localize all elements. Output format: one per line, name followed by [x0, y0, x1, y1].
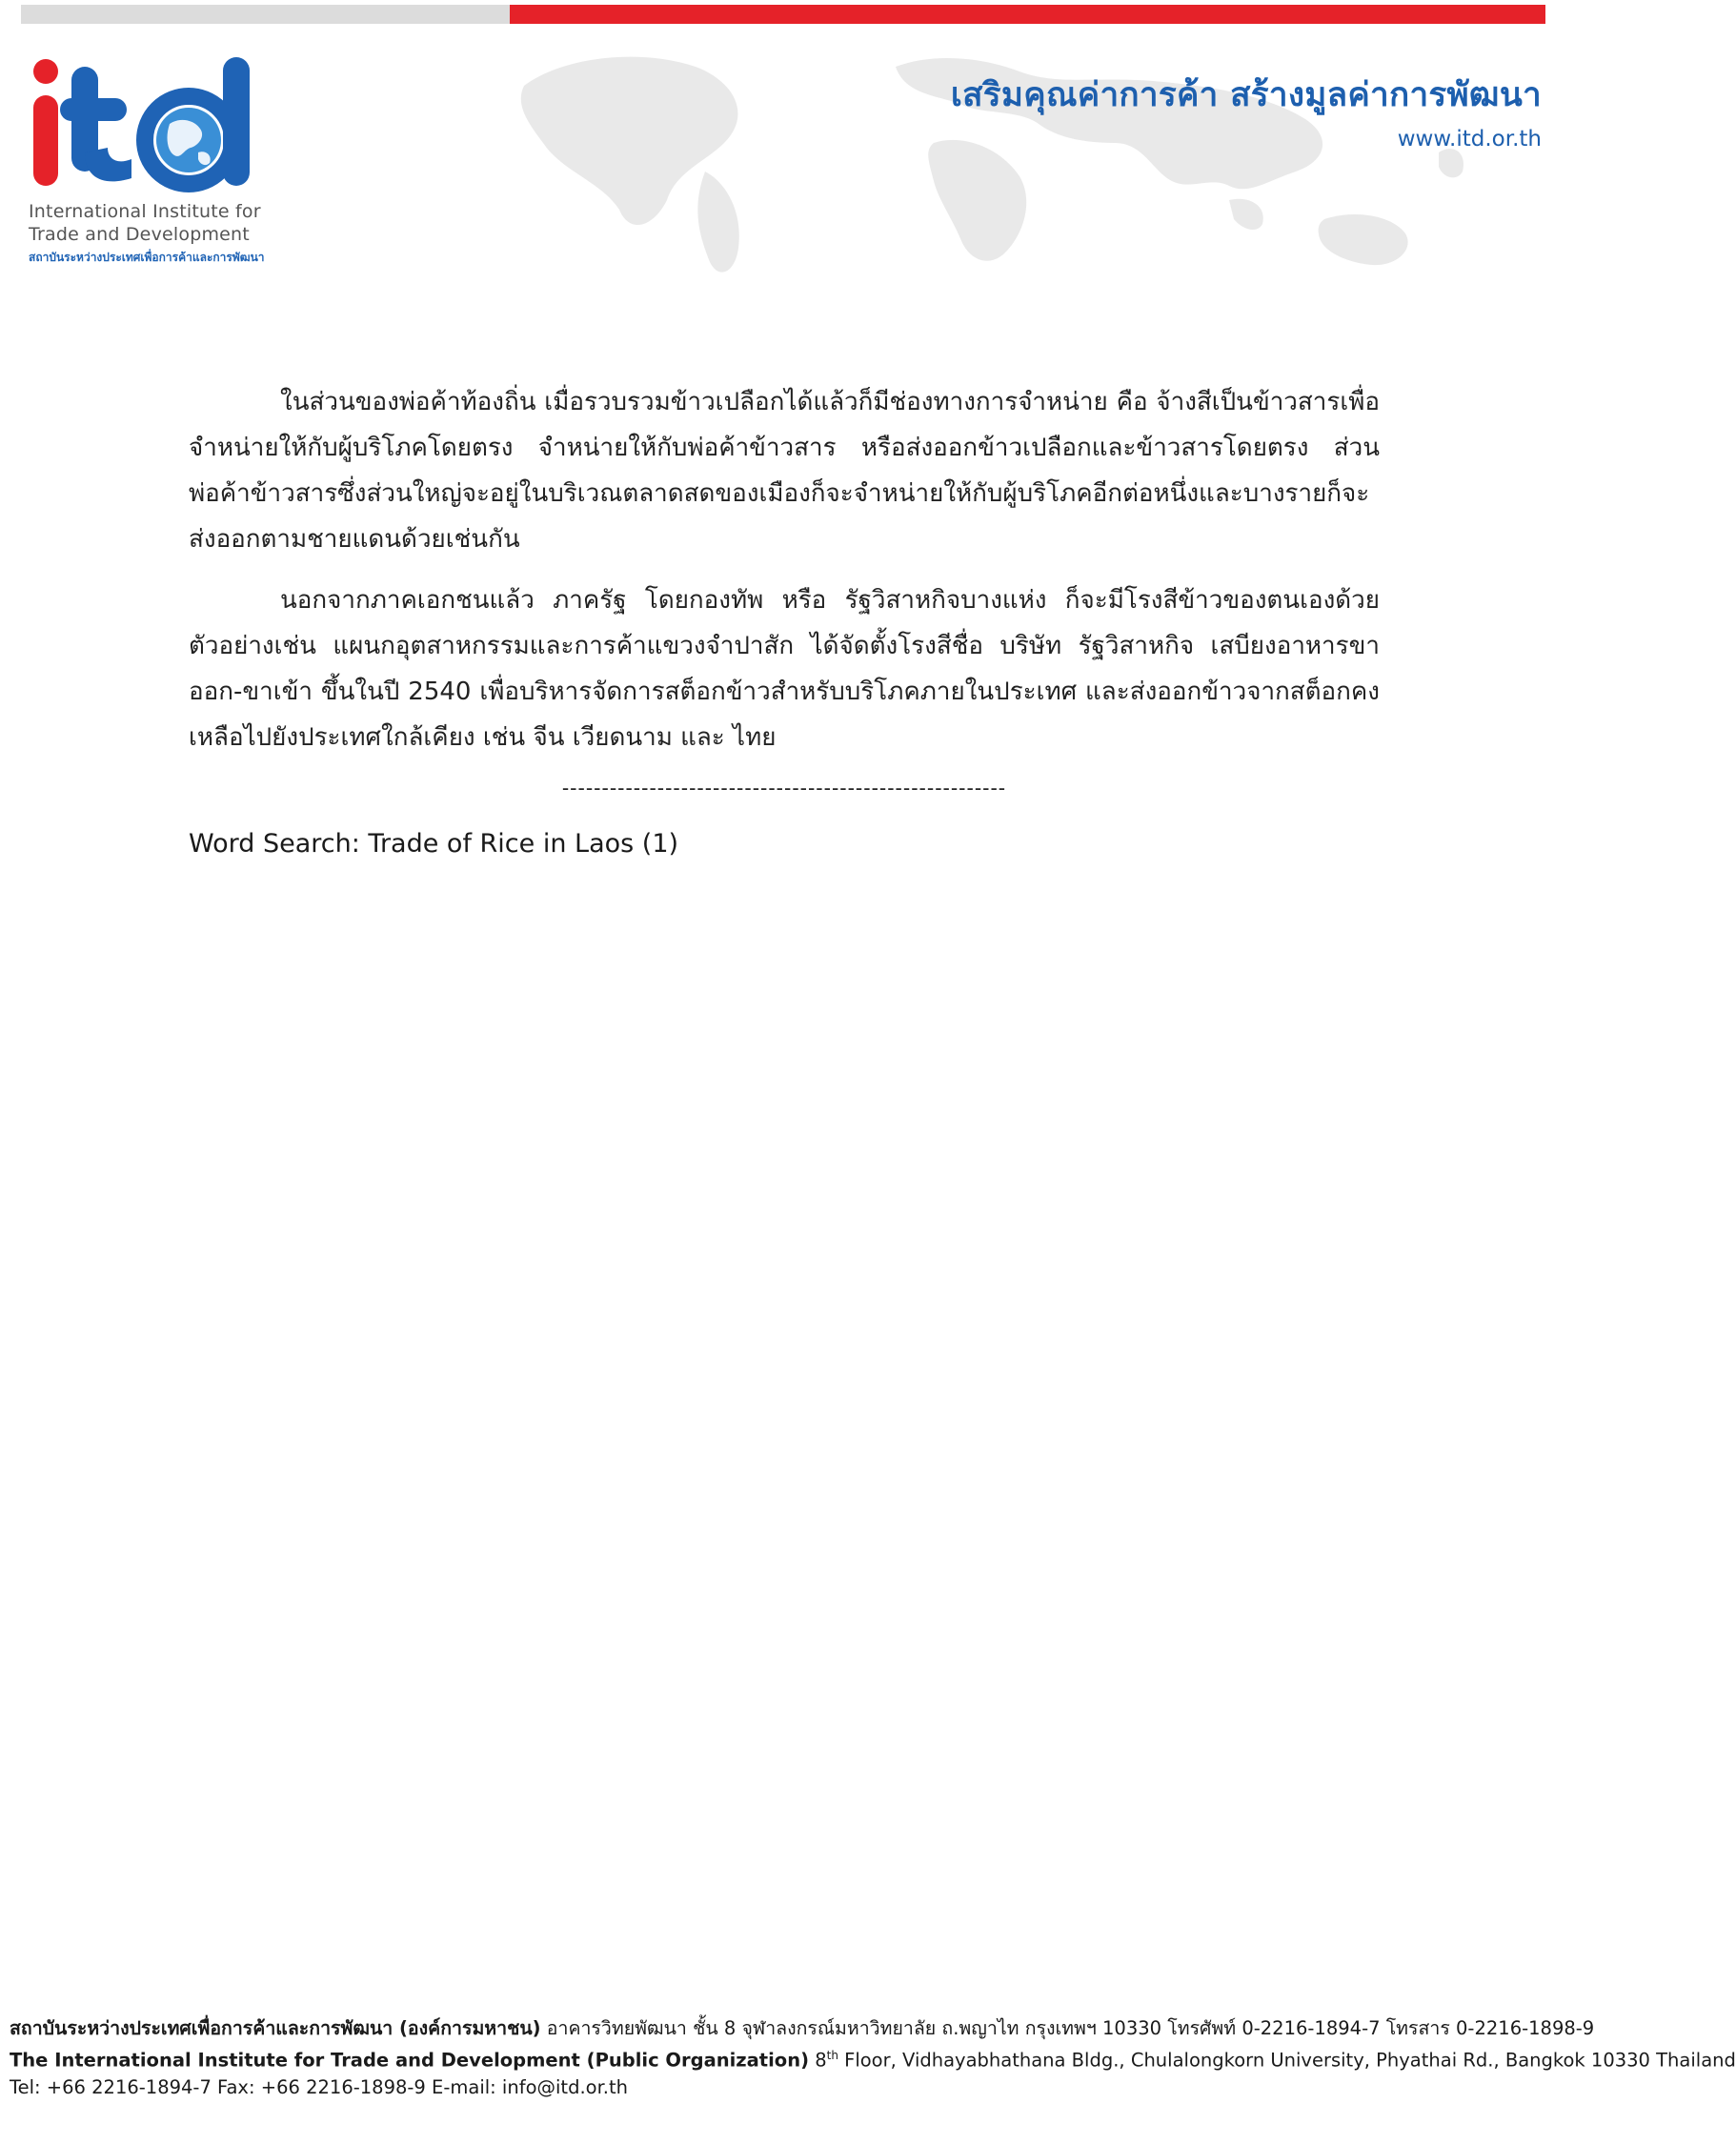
footer-address-english: Floor, Vidhayabhathana Bldg., Chulalongkorn University, Phyathai Rd., Bangkok 10330 Thailand [838, 2049, 1736, 2072]
footer-org-name-english: The International Institute for Trade and Development (Public Organization) [10, 2049, 809, 2072]
header-bar-red [510, 5, 1545, 24]
header-color-bar [21, 5, 1545, 24]
paragraph-1: ในส่วนของพ่อค้าท้องถิ่น เมื่อรวบรวมข้าวเปลือกได้แล้วก็มีช่องทางการจำหน่าย คือ จ้างสีเป็นข้าวสารเพื่อจำหน่ายให้กับผู้บริโภคโดยตรง จำหน่ายให้กับพ่อค้าข้าวสาร หรือส่งออกข้าวเปลือกและข้าวสารโดยตรง ส่วนพ่อค้าข้าวสารซึ่งส่วนใหญ่จะอยู่ในบริเวณตลาดสดของเมืองก็จะจำหน่ายให้กับผู้บริโภคอีกต่อหนึ่งและบางรายก็จะส่งออกตามชายแดนด้วยเช่นกัน [189, 388, 1380, 554]
world-map-icon [486, 29, 1544, 286]
word-search-title: Word Search: Trade of Rice in Laos (1) [189, 829, 679, 859]
logo-i-dot [33, 59, 58, 84]
page-footer [10, 2015, 1736, 2101]
slogan-text: เสริมคุณค่าการค้า สร้างมูลค่าการพัฒนา [950, 76, 1542, 114]
document-body [189, 379, 1380, 859]
itd-logo [27, 52, 284, 267]
footer-floor-suffix: th [826, 2049, 838, 2062]
footer-org-name-thai: สถาบันระหว่างประเทศเพื่อการค้าและการพัฒนา (องค์การมหาชน) [10, 2017, 541, 2039]
footer-floor-number: 8 [809, 2049, 827, 2072]
logo-i-stem [33, 95, 58, 186]
section-divider: -------------------------------------------------------- [561, 776, 1007, 799]
logo-t-base [85, 148, 131, 181]
logo-d-stem [223, 57, 250, 186]
logo-english-name-line2: Trade and Development [29, 224, 250, 245]
logo-t-bar [60, 98, 127, 121]
footer-line-english [10, 2042, 1736, 2074]
footer-contact-line: Tel: +66 2216-1894-7 Fax: +66 2216-1898-9 E-mail: info@itd.or.th [10, 2075, 629, 2098]
itd-letters-graphic [27, 52, 274, 200]
website-link[interactable]: www.itd.or.th [1397, 127, 1542, 152]
logo-thai-name: สถาบันระหว่างประเทศเพื่อการค้าและการพัฒนา [29, 251, 265, 264]
footer-address-thai: อาคารวิทยพัฒนา ชั้น 8 จุฬาลงกรณ์มหาวิทยาลัย ถ.พญาไท กรุงเทพฯ 10330 โทรศัพท์ 0-2216-1894-7 โทรสาร 0-2216-1898-9 [540, 2017, 1595, 2039]
footer-line-thai [10, 2015, 1595, 2042]
logo-english-name-line1: International Institute for [29, 201, 261, 222]
header-slogan-block [951, 69, 1542, 152]
paragraph-2: นอกจากภาคเอกชนแล้ว ภาครัฐ โดยกองทัพ หรือ รัฐวิสาหกิจบางแห่ง ก็จะมีโรงสีข้าวของตนเองด้วยตัวอย่างเช่น แผนกอุตสาหกรรมและการค้าแขวงจำปาสัก ได้จัดตั้งโรงสีชื่อ บริษัท รัฐวิสาหกิจ เสบียงอาหารขาออก-ขาเข้า ขึ้นในปี 2540 เพื่อบริหารจัดการสต็อกข้าวสำหรับบริโภคภายในประเทศ และส่งออกข้าวจากสต็อกคงเหลือไปยังประเทศใกล้เคียง เช่น จีน เวียดนาม และ ไทย [189, 586, 1380, 752]
header-bar-gray [21, 5, 510, 24]
